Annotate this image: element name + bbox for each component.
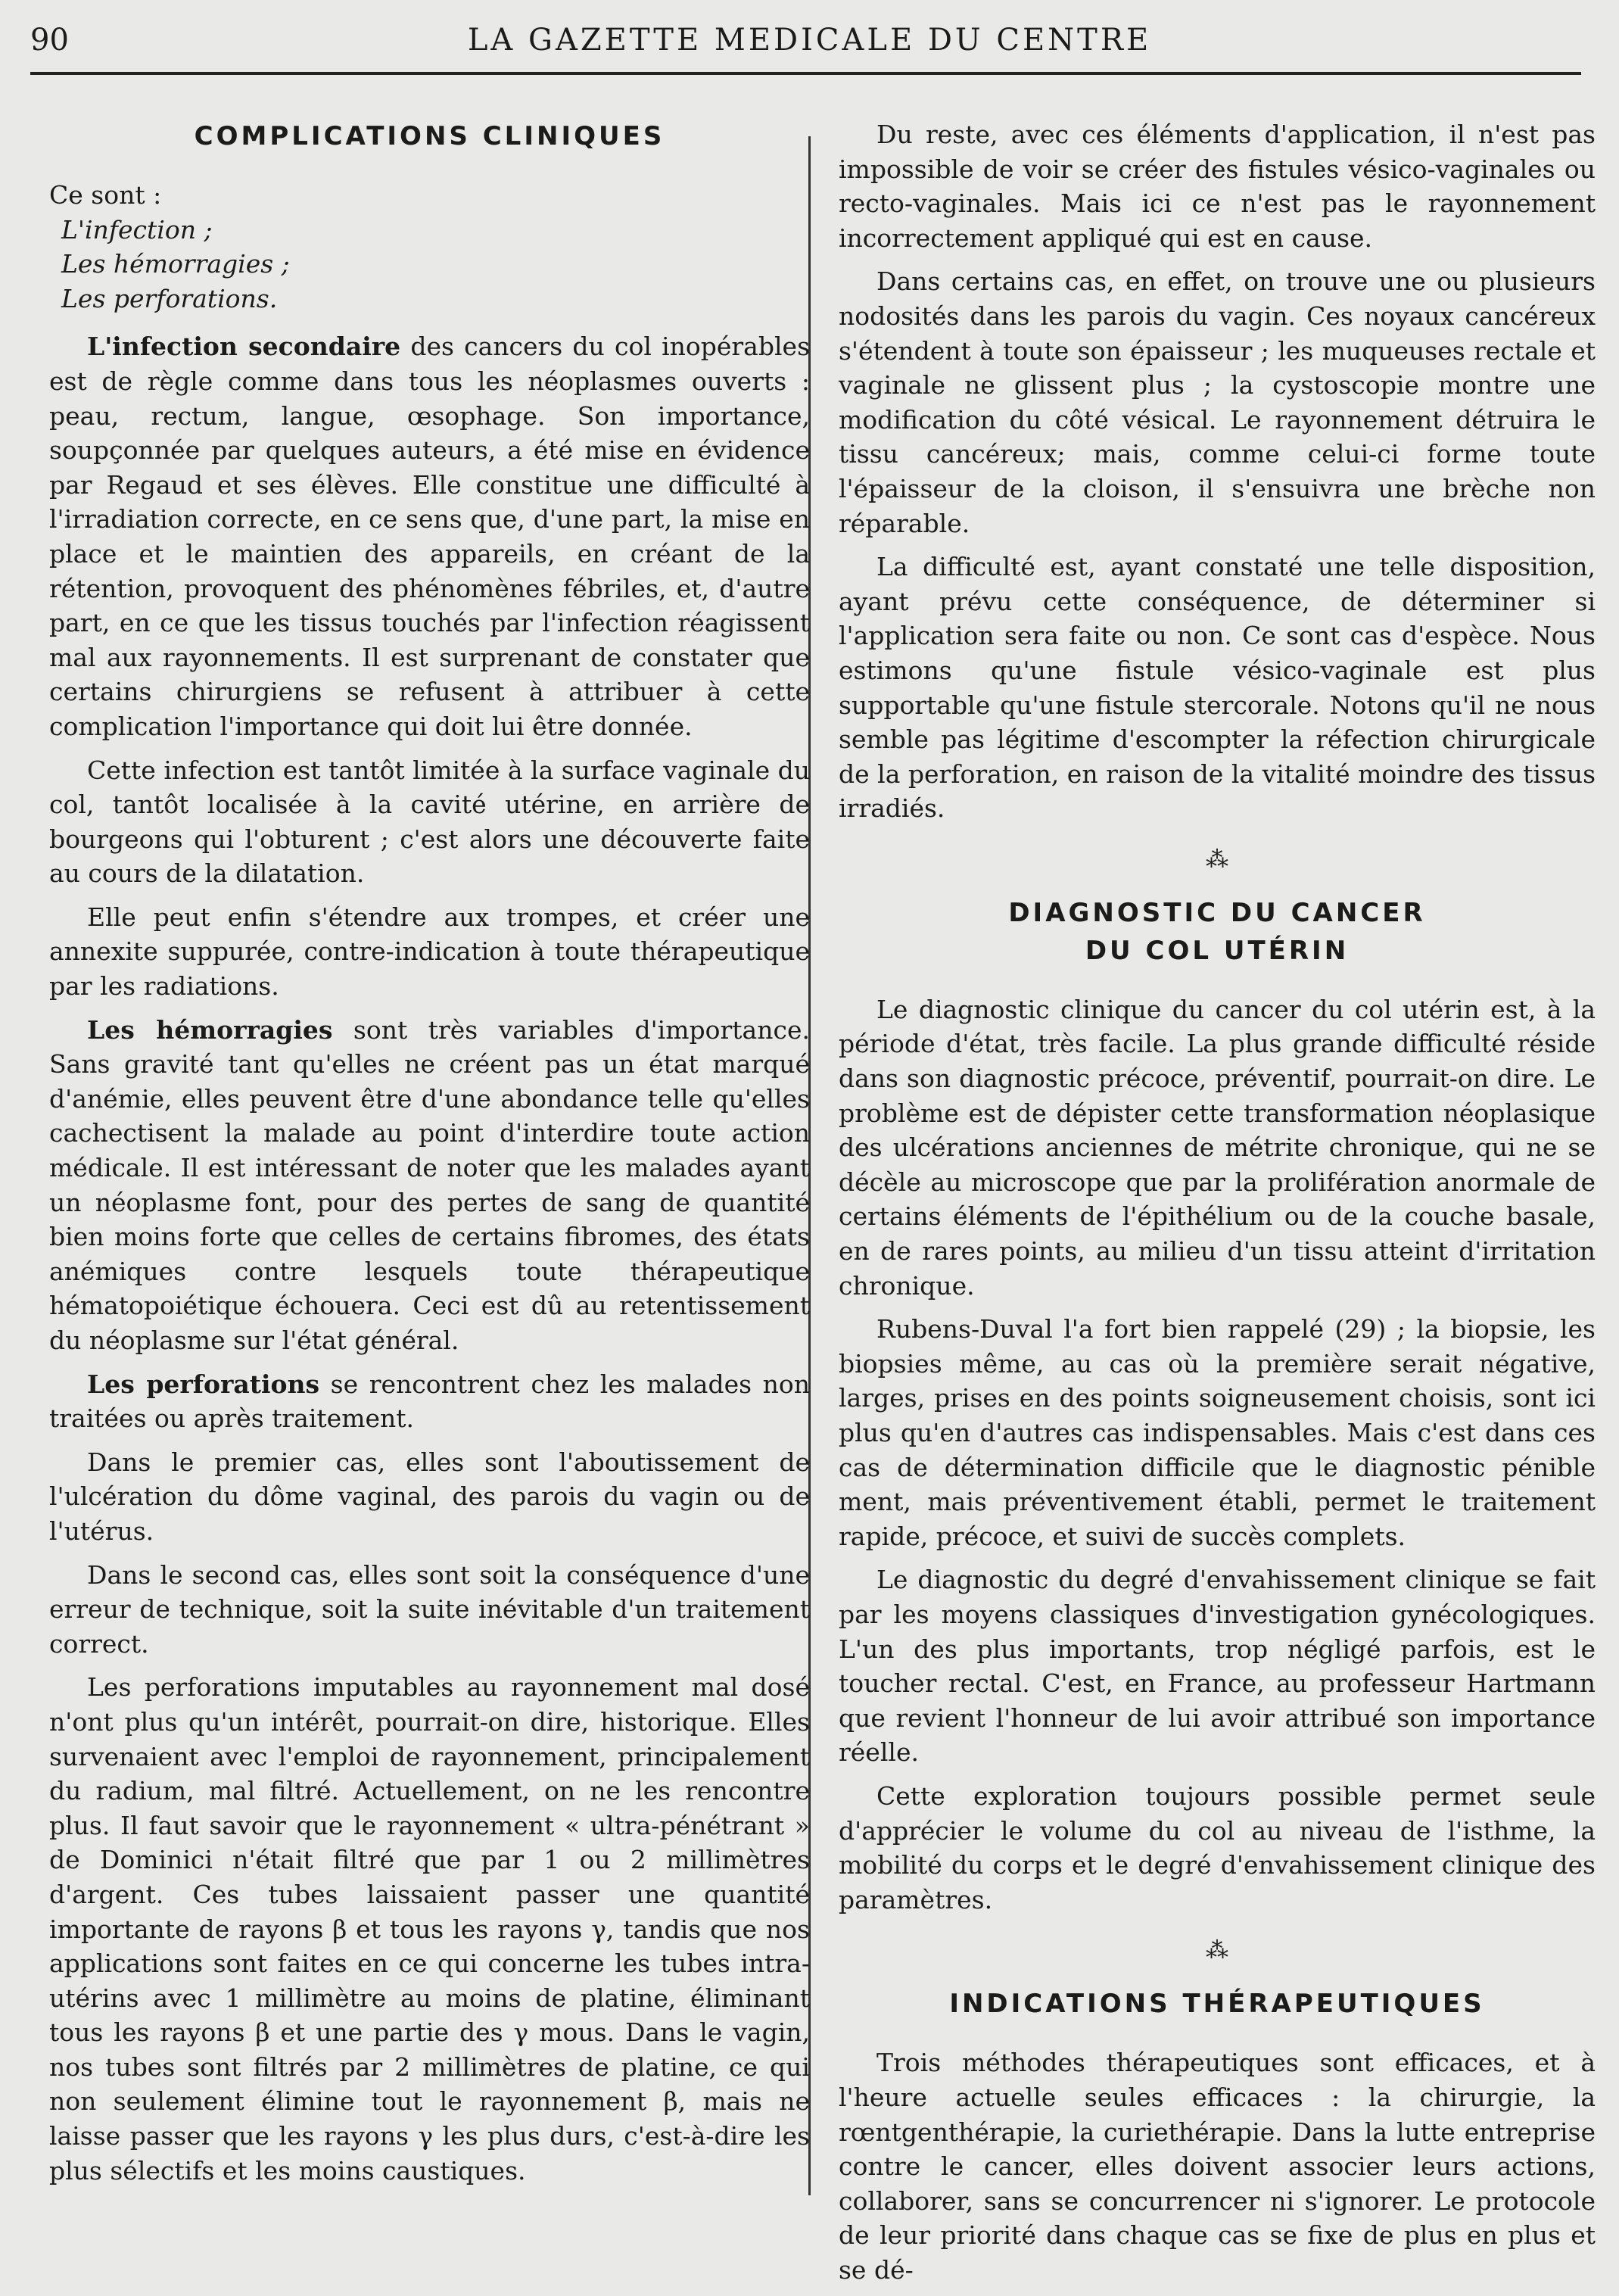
paragraph: Trois méthodes thérapeutiques sont efficaces, et à l'heure actuelle seules efficaces : la chirurgie, la rœntgenthérapie, la curiethérapie. Dans la lutte entreprise contre le cancer, elles doivent associer leurs actions, collaborer, sans se concurrencer ni s'ignorer. Le protocole de leur priorité dans chaque cas se fixe de plus en plus et se dé-: [839, 2048, 1596, 2285]
heading-line: DU COL UTÉRIN: [1085, 935, 1350, 966]
paragraph: [49, 329, 810, 743]
section-ornament: ⁂: [1206, 1937, 1228, 1964]
paragraph: La difficulté est, ayant constaté une telle disposition, ayant prévu cette conséquence, de déterminer si l'application sera faite ou non. Ce sont cas d'espèce. Nous estimons qu'une fistule vésico-vaginale est plus supportable qu'une fistule stercorale. Notons qu'il ne nous semble pas légitime d'escompter la réfection chirurgicale de la perforation, en raison de la vitalité moindre des tissus irradiés.: [839, 552, 1596, 824]
list-intro: Ce sont :: [49, 180, 162, 210]
header-rule: [30, 72, 1581, 75]
paragraph: [49, 1367, 810, 1436]
paragraph: Rubens-Duval l'a fort bien rappelé (29) ; la biopsie, les biopsies même, au cas où la première serait négative, larges, prises en des points soigneusement choisis, sont ici plus qu'en d'autres cas indispensables. Mais c'est dans ces cas de détermination difficile que le diagnostic pénible ment, mais préventivement établi, permet le traitement rapide, précoce, et suivi de succès complets.: [839, 1314, 1596, 1551]
paragraph: Dans certains cas, en effet, on trouve une ou plusieurs nodosités dans les parois du vagin. Ces noyaux cancéreux s'étendent à toute son épaisseur ; les muqueuses rectale et vaginale ne glissent plus ; la cystoscopie montre une modification du côté vésical. Le rayonnement détruira le tissu cancéreux; mais, comme celui-ci forme toute l'épaisseur de la cloison, il s'ensuivra une brèche non réparable.: [839, 266, 1596, 538]
running-header: [30, 15, 1589, 68]
paragraph: Dans le second cas, elles sont soit la conséquence d'une erreur de technique, soit la suite inévitable d'un traitement correct.: [49, 1559, 810, 1659]
section-ornament: ⁂: [1206, 846, 1228, 873]
page-number: 90: [30, 23, 69, 58]
list-item: L'infection ;: [61, 214, 213, 245]
section-heading-diagnostic: [839, 894, 1596, 970]
complications-list: [49, 178, 810, 316]
section-heading-indications: INDICATIONS THÉRAPEUTIQUES: [949, 1989, 1485, 2020]
paragraph: [49, 1013, 810, 1358]
paragraph-lead: L'infection secondaire: [87, 332, 401, 362]
paragraph: Elle peut enfin s'étendre aux trompes, et créer une annexite suppurée, contre-indication à toute thérapeutique par les radiations.: [49, 902, 810, 1002]
right-column: [839, 117, 1596, 2296]
paragraph: Du reste, avec ces éléments d'application, il n'est pas impossible de voir se créer des fistules vésico-vaginales ou recto-vaginales. Mais ici ce n'est pas le rayonnement incorrectement appliqué qui est en cause.: [839, 120, 1596, 253]
paragraph: Dans le premier cas, elles sont l'aboutissement de l'ulcération du dôme vaginal, des parois du vagin ou de l'utérus.: [49, 1447, 810, 1546]
heading-line: DIAGNOSTIC DU CANCER: [1008, 897, 1426, 928]
list-item: Les perforations.: [61, 283, 278, 313]
journal-title: LA GAZETTE MEDICALE DU CENTRE: [467, 23, 1152, 58]
left-column: [49, 117, 810, 2197]
paragraph-text: des cancers du col inopérables est de règle comme dans tous les néoplasmes ouverts : peau, rectum, langue, œsophage. Son importance, soupçonnée par quelques auteurs, a été mise en évidence par Regaud et ses élèves. Elle constitue une difficulté à l'irradiation correcte, en ce sens que, d'une part, la mise en place et le maintien des appareils, en créant de la rétention, provoquent des phénomènes fébriles, et, d'autre part, en ce que les tissus touchés par l'infection réagissent mal aux rayonnements. Il est surprenant de constater que certains chirurgiens se refusent à attribuer à cette complication l'importance qui doit lui être donnée.: [49, 332, 811, 741]
paragraph: Le diagnostic clinique du cancer du col utérin est, à la période d'état, très facile. La plus grande difficulté réside dans son diagnostic précoce, préventif, pourrait-on dire. Le problème est de dépister cette transformation néoplasique des ulcérations anciennes de métrite chronique, qui ne se décèle au microscope que par la prolifération anormale de certains éléments de l'épithélium ou de la couche basale, en de rares points, au milieu d'un tissu atteint d'irritation chronique.: [839, 994, 1596, 1301]
paragraph: Le diagnostic du degré d'envahissement clinique se fait par les moyens classiques d'investigation gynécologiques. L'un des plus importants, trop négligé parfois, est le toucher rectal. C'est, en France, au professeur Hartmann que revient l'honneur de lui avoir attribué son importance réelle.: [839, 1565, 1596, 1768]
list-item: Les hémorragies ;: [61, 249, 290, 279]
section-heading-complications: COMPLICATIONS CLINIQUES: [194, 121, 665, 151]
paragraph-text: sont très variables d'importance. Sans gravité tant qu'elles ne créent pas un état marqué d'anémie, elles peuvent être d'une abondance telle qu'elles cachectisent la malade au point d'interdire toute action médicale. Il est intéressant de noter que les malades ayant un néoplasme font, pour des pertes de sang de quantité bien moins forte que celles de certains fibromes, des états anémiques contre lesquels toute thérapeutique hématopoiétique échouera. Ceci est dû au retentissement du néoplasme sur l'état général.: [49, 1014, 810, 1355]
paragraph: Cette exploration toujours possible permet seule d'apprécier le volume du col au niveau de l'isthme, la mobilité du corps et le degré d'envahissement clinique des paramètres.: [839, 1780, 1596, 1914]
paragraph-text: se rencontrent chez les malades non traitées ou après traitement.: [49, 1369, 810, 1434]
paragraph-lead: Les hémorragies: [87, 1014, 333, 1045]
paragraph: Les perforations imputables au rayonnement mal dosé n'ont plus qu'un intérêt, pourrait-on dire, historique. Elles survenaient avec l'emploi de rayonnement, principalement du radium, mal filtré. Actuellement, on ne les rencontre plus. Il faut savoir que le rayonnement « ultra-pénétrant » de Dominici n'était filtré que par 1 ou 2 millimètres d'argent. Ces tubes laissaient passer une quantité importante de rayons β et tous les rayons γ, tandis que nos applications sont faites en ce qui concerne les tubes intra-utérins avec 1 millimètre au moins de platine, éliminant tous les rayons β et une partie des γ mous. Dans le vagin, nos tubes sont filtrés par 2 millimètres de platine, ce qui non seulement élimine tout le rayonnement β, mais ne laisse passer que les rayons γ les plus durs, c'est-à-dire les plus sélectifs et les moins caustiques.: [49, 1672, 810, 2185]
paragraph-lead: Les perforations: [87, 1369, 320, 1399]
paragraph: Cette infection est tantôt limitée à la surface vaginale du col, tantôt localisée à la cavité utérine, en arrière de bourgeons qui l'obturent ; c'est alors une découverte faite au cours de la dilatation.: [49, 755, 810, 889]
